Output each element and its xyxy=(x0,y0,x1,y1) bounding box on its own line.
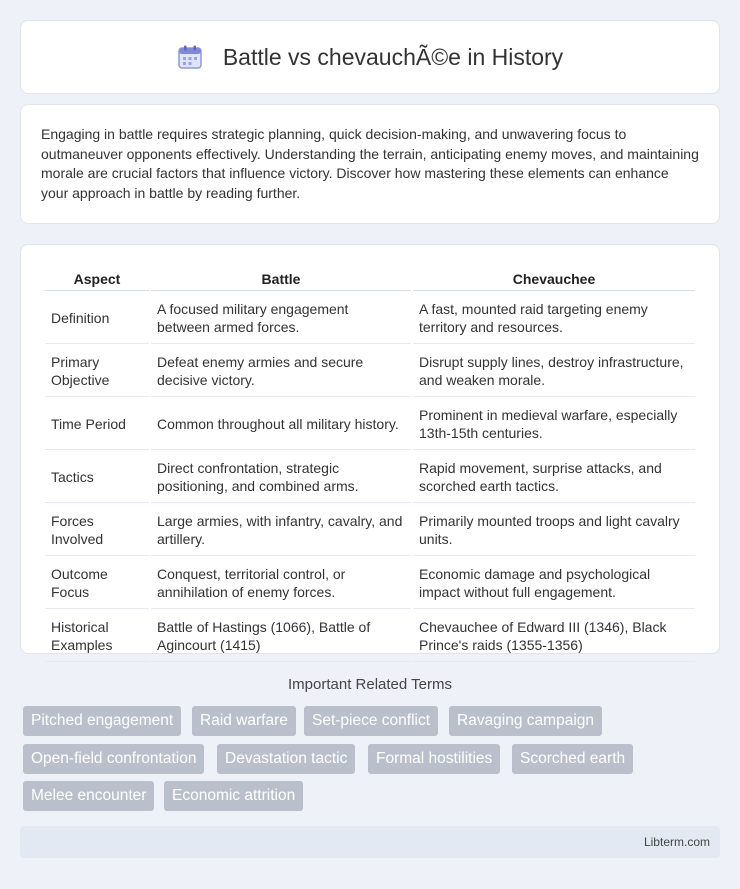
cell-chevauchee: Primarily mounted troops and light cavalry units. xyxy=(413,505,695,556)
related-term-tag[interactable]: Raid warfare xyxy=(192,706,296,736)
related-terms-heading: Important Related Terms xyxy=(288,676,452,693)
intro-text: Engaging in battle requires strategic planning, quick decision-making, and unwavering focus to outmaneuver opponents effectively. Understanding the terrain, anticipating enemy moves, and maintaining morale are crucial factors that influence victory. Discover how mastering these elements can enhance your approach in battle by reading further. xyxy=(41,126,699,201)
comparison-table xyxy=(43,265,697,664)
cell-chevauchee: Economic damage and psychological impact without full engagement. xyxy=(413,558,695,609)
table-row xyxy=(45,452,695,503)
related-term-tag[interactable]: Economic attrition xyxy=(164,781,303,811)
cell-battle: Battle of Hastings (1066), Battle of Agincourt (1415) xyxy=(151,611,411,662)
cell-chevauchee: Rapid movement, surprise attacks, and scorched earth tactics. xyxy=(413,452,695,503)
header-aspect: Aspect xyxy=(45,267,149,291)
cell-aspect: Tactics xyxy=(45,452,149,503)
related-term-tag[interactable]: Pitched engagement xyxy=(23,706,181,736)
comparison-card xyxy=(20,244,720,654)
cell-battle: Direct confrontation, strategic positioning, and combined arms. xyxy=(151,452,411,503)
cell-aspect: Primary Objective xyxy=(45,346,149,397)
related-term-tag[interactable]: Scorched earth xyxy=(512,744,633,774)
cell-chevauchee: Disrupt supply lines, destroy infrastructure, and weaken morale. xyxy=(413,346,695,397)
cell-battle: Common throughout all military history. xyxy=(151,399,411,450)
related-term-tag[interactable]: Open-field confrontation xyxy=(23,744,204,774)
title-card xyxy=(20,20,720,94)
cell-chevauchee: Chevauchee of Edward III (1346), Black Prince's raids (1355-1356) xyxy=(413,611,695,662)
cell-aspect: Forces Involved xyxy=(45,505,149,556)
cell-aspect: Definition xyxy=(45,293,149,344)
related-term-tag[interactable]: Melee encounter xyxy=(23,781,154,811)
cell-aspect: Historical Examples xyxy=(45,611,149,662)
cell-battle: Defeat enemy armies and secure decisive victory. xyxy=(151,346,411,397)
calendar-icon xyxy=(177,44,203,70)
footer xyxy=(20,826,720,858)
cell-chevauchee: A fast, mounted raid targeting enemy territory and resources. xyxy=(413,293,695,344)
cell-battle: Conquest, territorial control, or annihilation of enemy forces. xyxy=(151,558,411,609)
table-row xyxy=(45,399,695,450)
related-term-tag[interactable]: Devastation tactic xyxy=(217,744,355,774)
table-row xyxy=(45,611,695,662)
related-term-tag[interactable]: Set-piece conflict xyxy=(304,706,438,736)
cell-battle: A focused military engagement between armed forces. xyxy=(151,293,411,344)
table-row xyxy=(45,293,695,344)
table-row xyxy=(45,505,695,556)
table-row xyxy=(45,346,695,397)
header-battle: Battle xyxy=(151,267,411,291)
header-chevauchee: Chevauchee xyxy=(413,267,695,291)
page-title: Battle vs chevauchÃ©e in History xyxy=(222,43,564,70)
cell-aspect: Outcome Focus xyxy=(45,558,149,609)
table-row xyxy=(45,558,695,609)
intro-card xyxy=(20,104,720,224)
related-term-tag[interactable]: Formal hostilities xyxy=(368,744,500,774)
footer-site-link[interactable]: Libterm.com xyxy=(643,835,710,849)
cell-aspect: Time Period xyxy=(45,399,149,450)
cell-chevauchee: Prominent in medieval warfare, especially 13th-15th centuries. xyxy=(413,399,695,450)
related-term-tag[interactable]: Ravaging campaign xyxy=(449,706,602,736)
cell-battle: Large armies, with infantry, cavalry, and artillery. xyxy=(151,505,411,556)
